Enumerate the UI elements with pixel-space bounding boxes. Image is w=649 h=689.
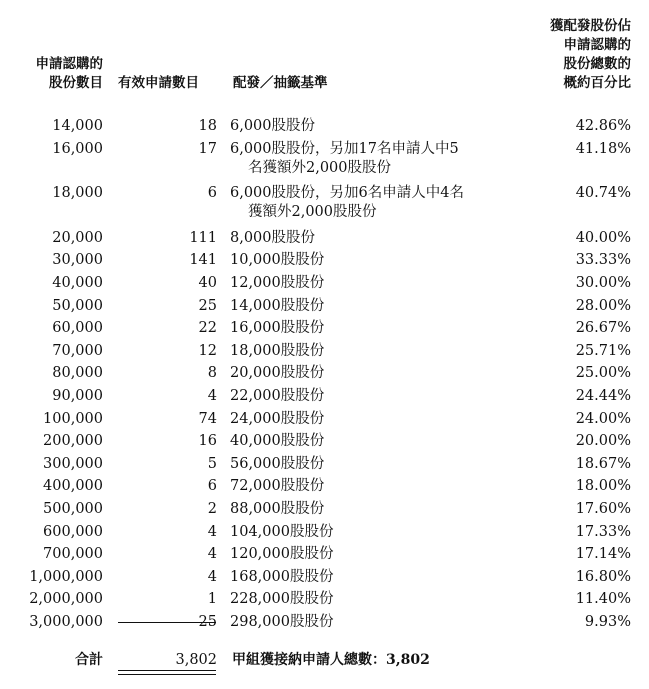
row-shares: 40,000	[52, 275, 103, 291]
row-shares: 500,000	[43, 501, 103, 517]
row-percentage: 25.71%	[575, 342, 631, 359]
row-percentage: 17.14%	[575, 546, 631, 563]
row-percentage: 20.00%	[575, 433, 631, 450]
total-summary-value: 3,802	[386, 652, 430, 668]
row-count: 4	[207, 568, 217, 585]
row-basis: 6,000股股份	[230, 118, 316, 134]
row-basis-continued: 名獲額外2,000股股份	[248, 159, 392, 176]
row-count: 4	[207, 546, 217, 563]
row-count: 4	[207, 388, 217, 404]
subtotal-rule	[118, 622, 216, 623]
row-shares: 400,000	[43, 478, 103, 495]
row-count: 5	[207, 455, 217, 472]
row-percentage: 16.80%	[575, 568, 631, 585]
row-percentage: 25.00%	[575, 365, 631, 382]
row-basis: 228,000股股份	[230, 591, 334, 608]
row-basis: 40,000股股份	[230, 433, 325, 450]
row-percentage: 17.60%	[575, 501, 631, 517]
header-col1-line1: 申請認購的	[35, 56, 103, 72]
header-col4-line1: 獲配發股份佔	[550, 18, 631, 34]
row-count: 1	[207, 591, 217, 608]
row-percentage: 42.86%	[575, 118, 631, 134]
row-percentage: 41.18%	[575, 140, 631, 157]
row-basis: 168,000股股份	[230, 568, 334, 585]
row-shares: 2,000,000	[29, 591, 103, 608]
row-basis-continued: 獲額外2,000股股份	[248, 204, 377, 221]
row-basis: 72,000股股份	[230, 478, 325, 495]
row-percentage: 18.00%	[575, 478, 631, 495]
row-percentage: 18.67%	[575, 455, 631, 472]
row-shares: 300,000	[43, 455, 103, 472]
row-percentage: 26.67%	[575, 320, 631, 337]
header-col1	[36, 55, 104, 93]
row-shares: 80,000	[52, 365, 103, 382]
row-count: 4	[207, 523, 217, 540]
row-basis: 88,000股股份	[230, 501, 325, 517]
row-count: 18	[198, 118, 217, 134]
row-percentage: 30.00%	[575, 275, 631, 291]
row-shares: 90,000	[52, 388, 103, 404]
row-percentage: 9.93%	[584, 614, 631, 630]
row-percentage: 33.33%	[575, 252, 631, 269]
row-shares: 60,000	[52, 320, 103, 337]
header-col2: 有效申請數目	[118, 75, 199, 91]
header-col4-line4: 概約百分比	[563, 75, 631, 91]
row-basis: 6,000股股份，另加17名申請人中5	[230, 140, 459, 157]
row-basis: 12,000股股份	[230, 275, 325, 291]
row-basis: 104,000股股份	[230, 523, 334, 540]
row-shares: 600,000	[43, 523, 103, 540]
row-basis: 24,000股股份	[230, 410, 325, 427]
row-count: 141	[189, 252, 217, 269]
row-count: 2	[207, 501, 217, 517]
row-count: 74	[198, 410, 217, 427]
row-percentage: 40.00%	[575, 229, 631, 246]
row-shares: 50,000	[52, 297, 103, 314]
row-basis: 16,000股股份	[230, 320, 325, 337]
row-count: 25	[198, 297, 217, 314]
header-col4	[550, 17, 631, 93]
row-count: 6	[207, 478, 217, 495]
header-col3: 配發／抽籤基準	[233, 75, 328, 91]
row-count: 22	[198, 320, 217, 337]
row-count: 17	[198, 140, 217, 157]
row-count: 40	[198, 275, 217, 291]
total-double-rule-top	[118, 670, 216, 671]
row-basis: 10,000股股份	[230, 252, 325, 269]
row-basis: 20,000股股份	[230, 365, 325, 382]
row-basis: 6,000股股份，另加6名申請人中4名	[230, 185, 464, 202]
row-shares: 1,000,000	[29, 568, 103, 585]
row-basis: 120,000股股份	[230, 546, 334, 563]
row-basis: 14,000股股份	[230, 297, 325, 314]
row-percentage: 28.00%	[575, 297, 631, 314]
row-basis: 56,000股股份	[230, 455, 325, 472]
row-shares: 200,000	[43, 433, 103, 450]
row-shares: 3,000,000	[29, 614, 103, 630]
row-basis: 22,000股股份	[230, 388, 325, 404]
row-shares: 70,000	[52, 342, 103, 359]
row-percentage: 11.40%	[575, 591, 631, 608]
header-col4-line3: 股份總數的	[563, 56, 631, 72]
header-col1-line2: 股份數目	[49, 75, 103, 91]
row-shares: 20,000	[52, 229, 103, 246]
row-shares: 100,000	[43, 410, 103, 427]
total-summary-label: 甲組獲接納申請人總數：	[232, 652, 386, 668]
row-shares: 18,000	[52, 185, 103, 202]
row-basis: 8,000股股份	[230, 229, 316, 246]
row-shares: 700,000	[43, 546, 103, 563]
row-shares: 16,000	[52, 140, 103, 157]
row-percentage: 17.33%	[575, 523, 631, 540]
total-count: 3,802	[175, 652, 217, 668]
row-percentage: 24.44%	[575, 388, 631, 404]
row-count: 6	[207, 185, 217, 202]
row-count: 16	[198, 433, 217, 450]
row-count: 8	[207, 365, 217, 382]
row-basis: 18,000股股份	[230, 342, 325, 359]
row-basis: 298,000股股份	[230, 614, 334, 630]
row-count: 12	[198, 342, 217, 359]
row-percentage: 40.74%	[575, 185, 631, 202]
row-count: 25	[198, 614, 217, 630]
row-percentage: 24.00%	[575, 410, 631, 427]
row-shares: 14,000	[52, 118, 103, 134]
row-shares: 30,000	[52, 252, 103, 269]
row-count: 111	[189, 229, 217, 246]
total-label: 合計	[75, 652, 103, 668]
total-summary	[232, 651, 430, 670]
total-double-rule-bottom	[118, 674, 216, 675]
header-col4-line2: 申請認購的	[563, 37, 631, 53]
